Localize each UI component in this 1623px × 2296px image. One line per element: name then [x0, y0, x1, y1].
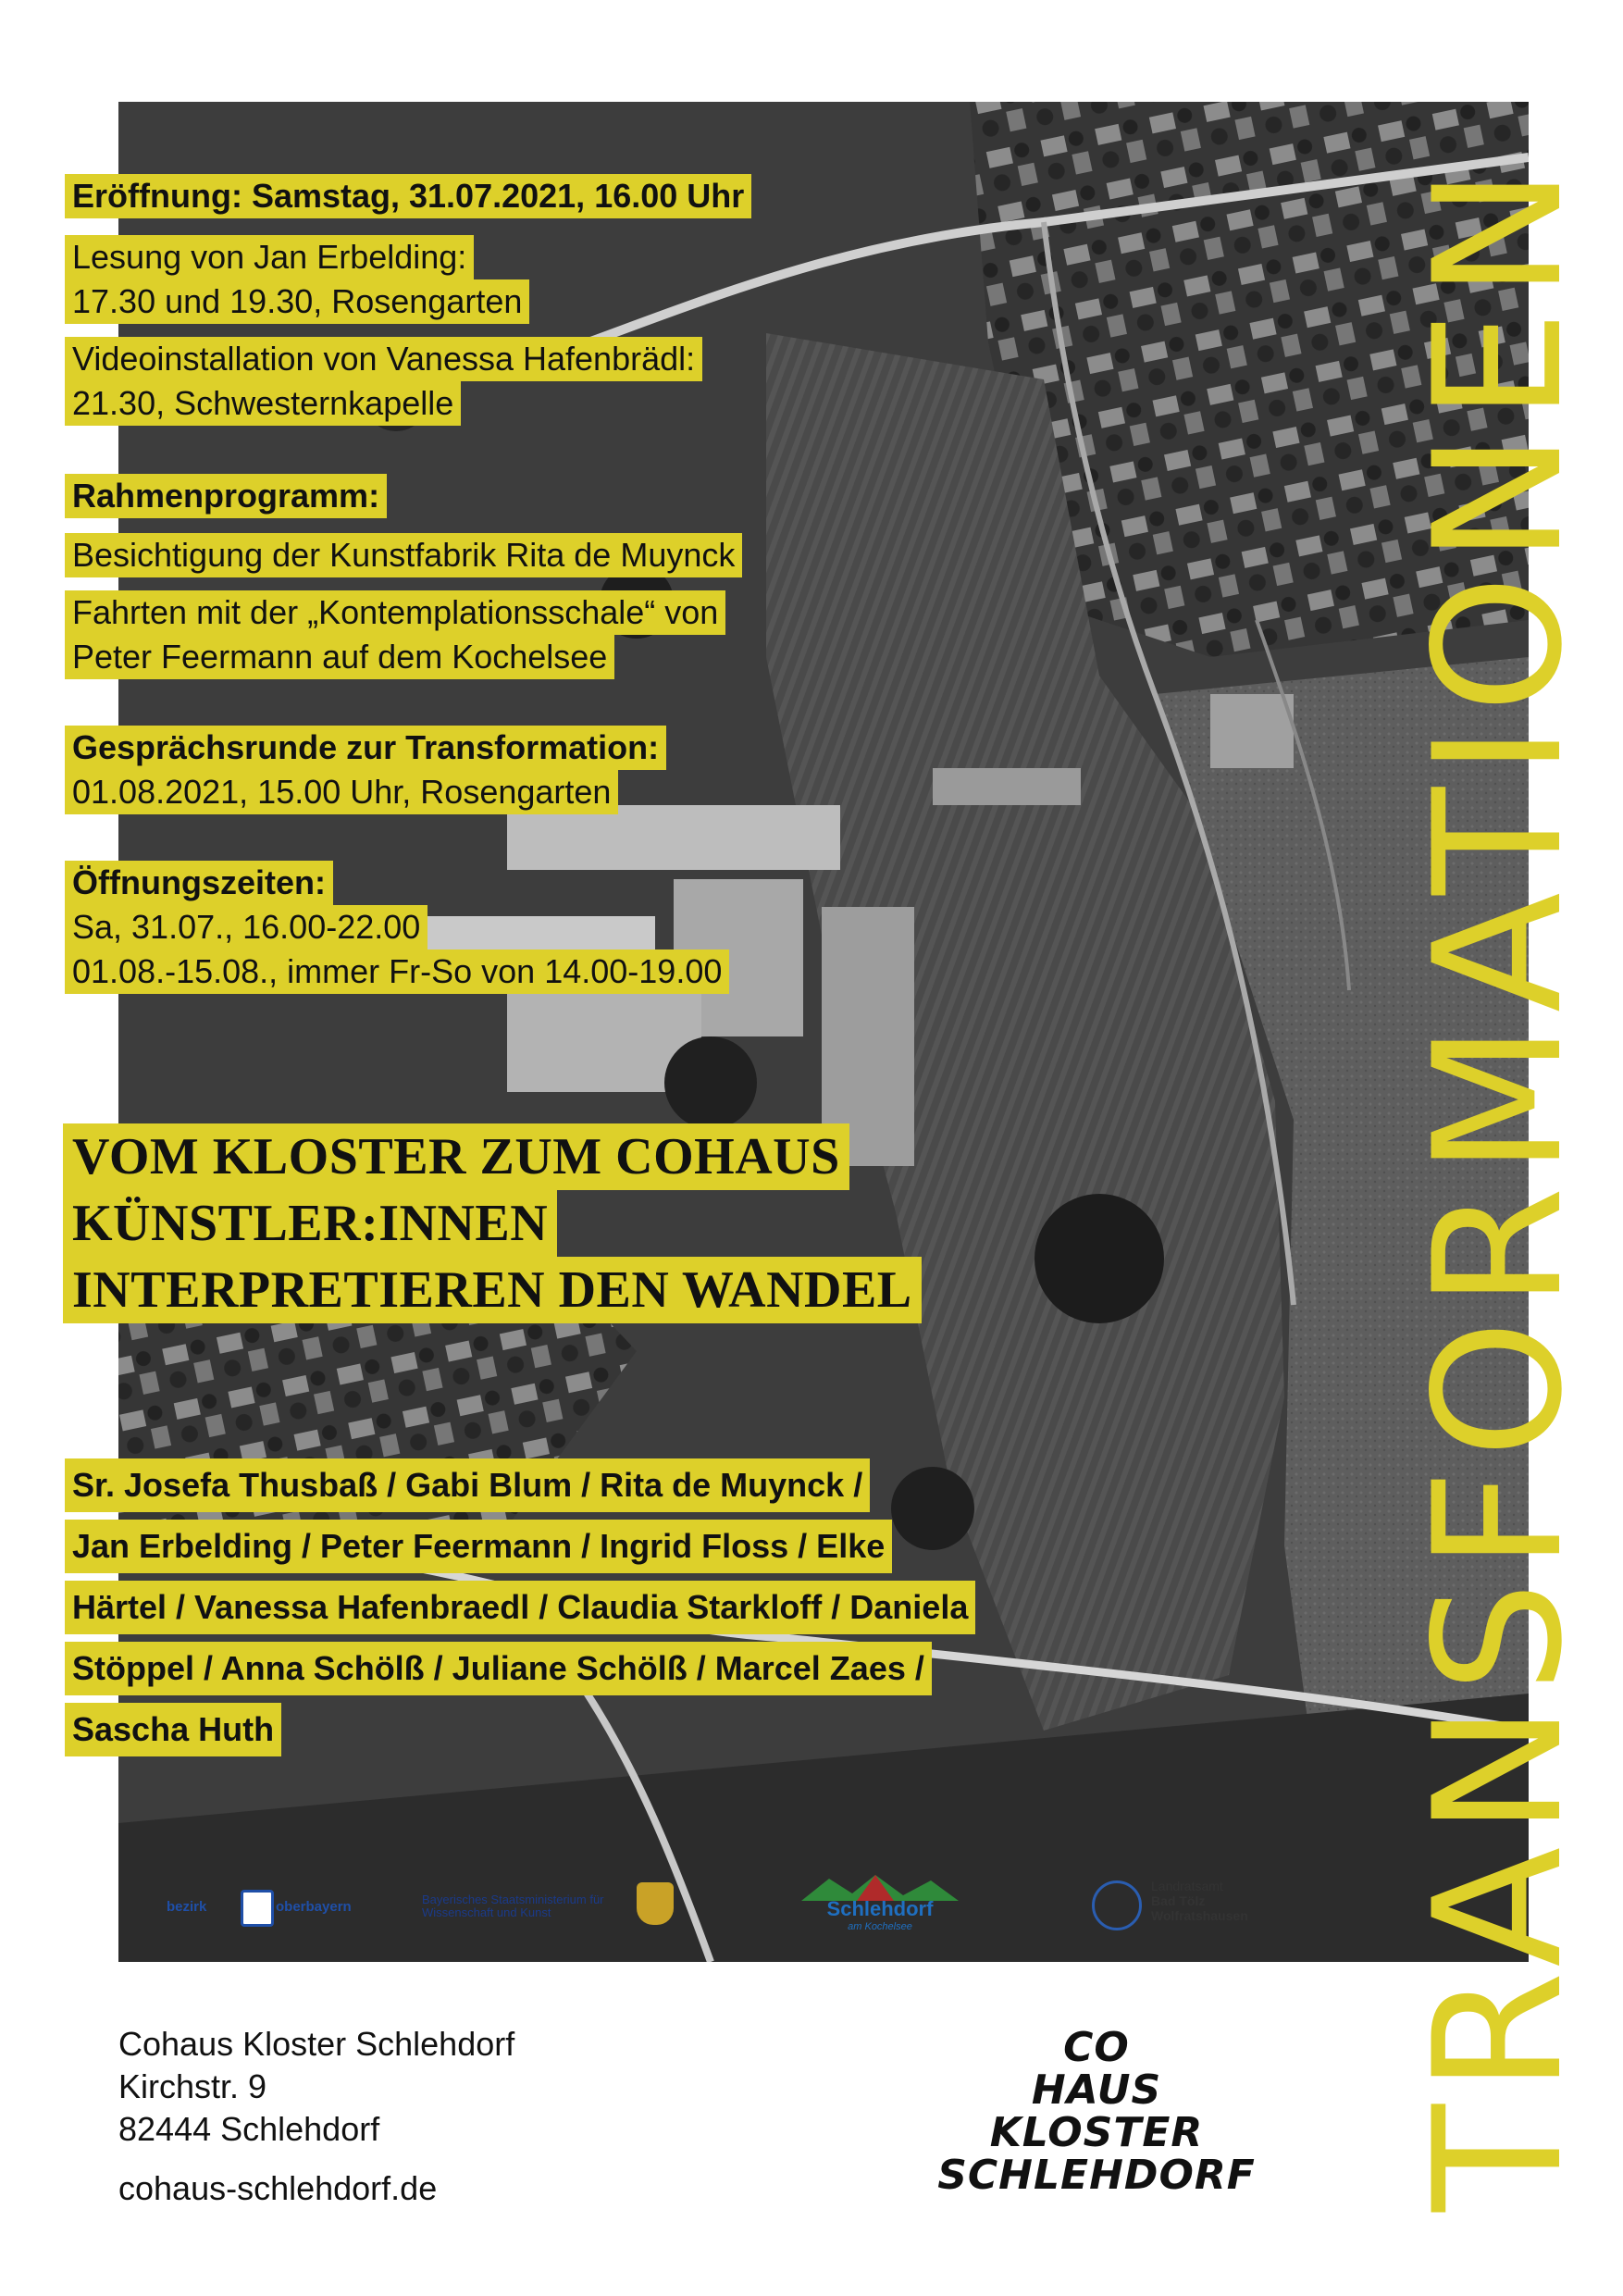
- landratsamt-emblem-icon: [1092, 1880, 1142, 1930]
- program-item-2-line-2: Peter Feermann auf dem Kochelsee: [65, 635, 614, 679]
- video-line-2: 21.30, Schwesternkapelle: [65, 381, 461, 426]
- ministry-line-1: Bayerisches Staatsministerium für: [422, 1893, 604, 1906]
- cohaus-logo-line-4: SCHLEHDORF: [937, 2152, 1256, 2199]
- hours-heading: Öffnungszeiten:: [65, 861, 333, 905]
- hours-line-1: Sa, 31.07., 16.00-22.00: [65, 905, 427, 949]
- hours-line-2: 01.08.-15.08., immer Fr-So von 14.00-19.00: [65, 949, 729, 994]
- address-name: Cohaus Kloster Schlehdorf: [118, 2025, 515, 2063]
- schlehdorf-logo: [801, 1873, 959, 1938]
- ministry-line-2: Wissenschaft und Kunst: [422, 1905, 551, 1919]
- bezirk-emblem-icon: [241, 1890, 274, 1927]
- cohaus-logo-line-2: HAUS: [1031, 2066, 1162, 2114]
- reading-line-2: 17.30 und 19.30, Rosengarten: [65, 279, 529, 324]
- address-city: 82444 Schlehdorf: [118, 2110, 380, 2148]
- cohaus-logo: [930, 2024, 1263, 2199]
- artists-line-1: Sr. Josefa Thusbaß / Gabi Blum / Rita de Muynck /: [65, 1458, 870, 1512]
- oberbayern-text: oberbayern: [276, 1899, 352, 1915]
- artists-line-2: Jan Erbelding / Peter Feermann / Ingrid Floss / Elke: [65, 1520, 892, 1573]
- talk-detail: 01.08.2021, 15.00 Uhr, Rosengarten: [65, 770, 618, 814]
- artists-line-4: Stöppel / Anna Schölß / Juliane Schölß / Marcel Zaes /: [65, 1642, 932, 1695]
- bezirk-oberbayern-logo: [167, 1890, 352, 1923]
- headline-line-3: INTERPRETIEREN DEN WANDEL: [63, 1257, 922, 1323]
- program-item-2-line-1: Fahrten mit der „Kontemplationsschale“ von: [65, 590, 725, 635]
- artists-line-5: Sascha Huth: [65, 1703, 281, 1756]
- landratsamt-line-3: Wolfratshausen: [1151, 1908, 1248, 1923]
- headline-line-1: VOM KLOSTER ZUM COHAUS: [63, 1123, 849, 1190]
- cohaus-logo-line-1: CO: [1063, 2024, 1130, 2071]
- schlehdorf-subtext: am Kochelsee: [848, 1921, 912, 1932]
- landratsamt-logo: [1092, 1875, 1305, 1930]
- reading-line-1: Lesung von Jan Erbelding:: [65, 235, 474, 279]
- program-item-1: Besichtigung der Kunstfabrik Rita de Muynck: [65, 533, 742, 577]
- schlehdorf-text: Schlehdorf: [826, 1897, 934, 1920]
- website-link[interactable]: cohaus-schlehdorf.de: [118, 2169, 438, 2207]
- bavarian-coat-of-arms-icon: [637, 1882, 674, 1925]
- opening-line: Eröffnung: Samstag, 31.07.2021, 16.00 Uhr: [65, 174, 751, 218]
- video-line-1: Videoinstallation von Vanessa Hafenbrädl:: [65, 337, 702, 381]
- bezirk-text: bezirk: [167, 1899, 207, 1915]
- landratsamt-line-2: Bad Tölz: [1151, 1893, 1206, 1908]
- landratsamt-line-1: Landratsamt: [1151, 1879, 1223, 1893]
- artists-line-3: Härtel / Vanessa Hafenbraedl / Claudia Starkloff / Daniela: [65, 1581, 975, 1634]
- cohaus-logo-line-3: KLOSTER: [989, 2109, 1204, 2156]
- headline-line-2: KÜNSTLER:INNEN: [63, 1190, 557, 1257]
- talk-heading: Gesprächsrunde zur Transformation:: [65, 726, 666, 770]
- program-heading: Rahmenprogramm:: [65, 474, 387, 518]
- vertical-title: TRANSFORMATIONEN: [1396, 155, 1601, 2212]
- address-street: Kirchstr. 9: [118, 2067, 267, 2105]
- ministry-logo: [422, 1882, 718, 1929]
